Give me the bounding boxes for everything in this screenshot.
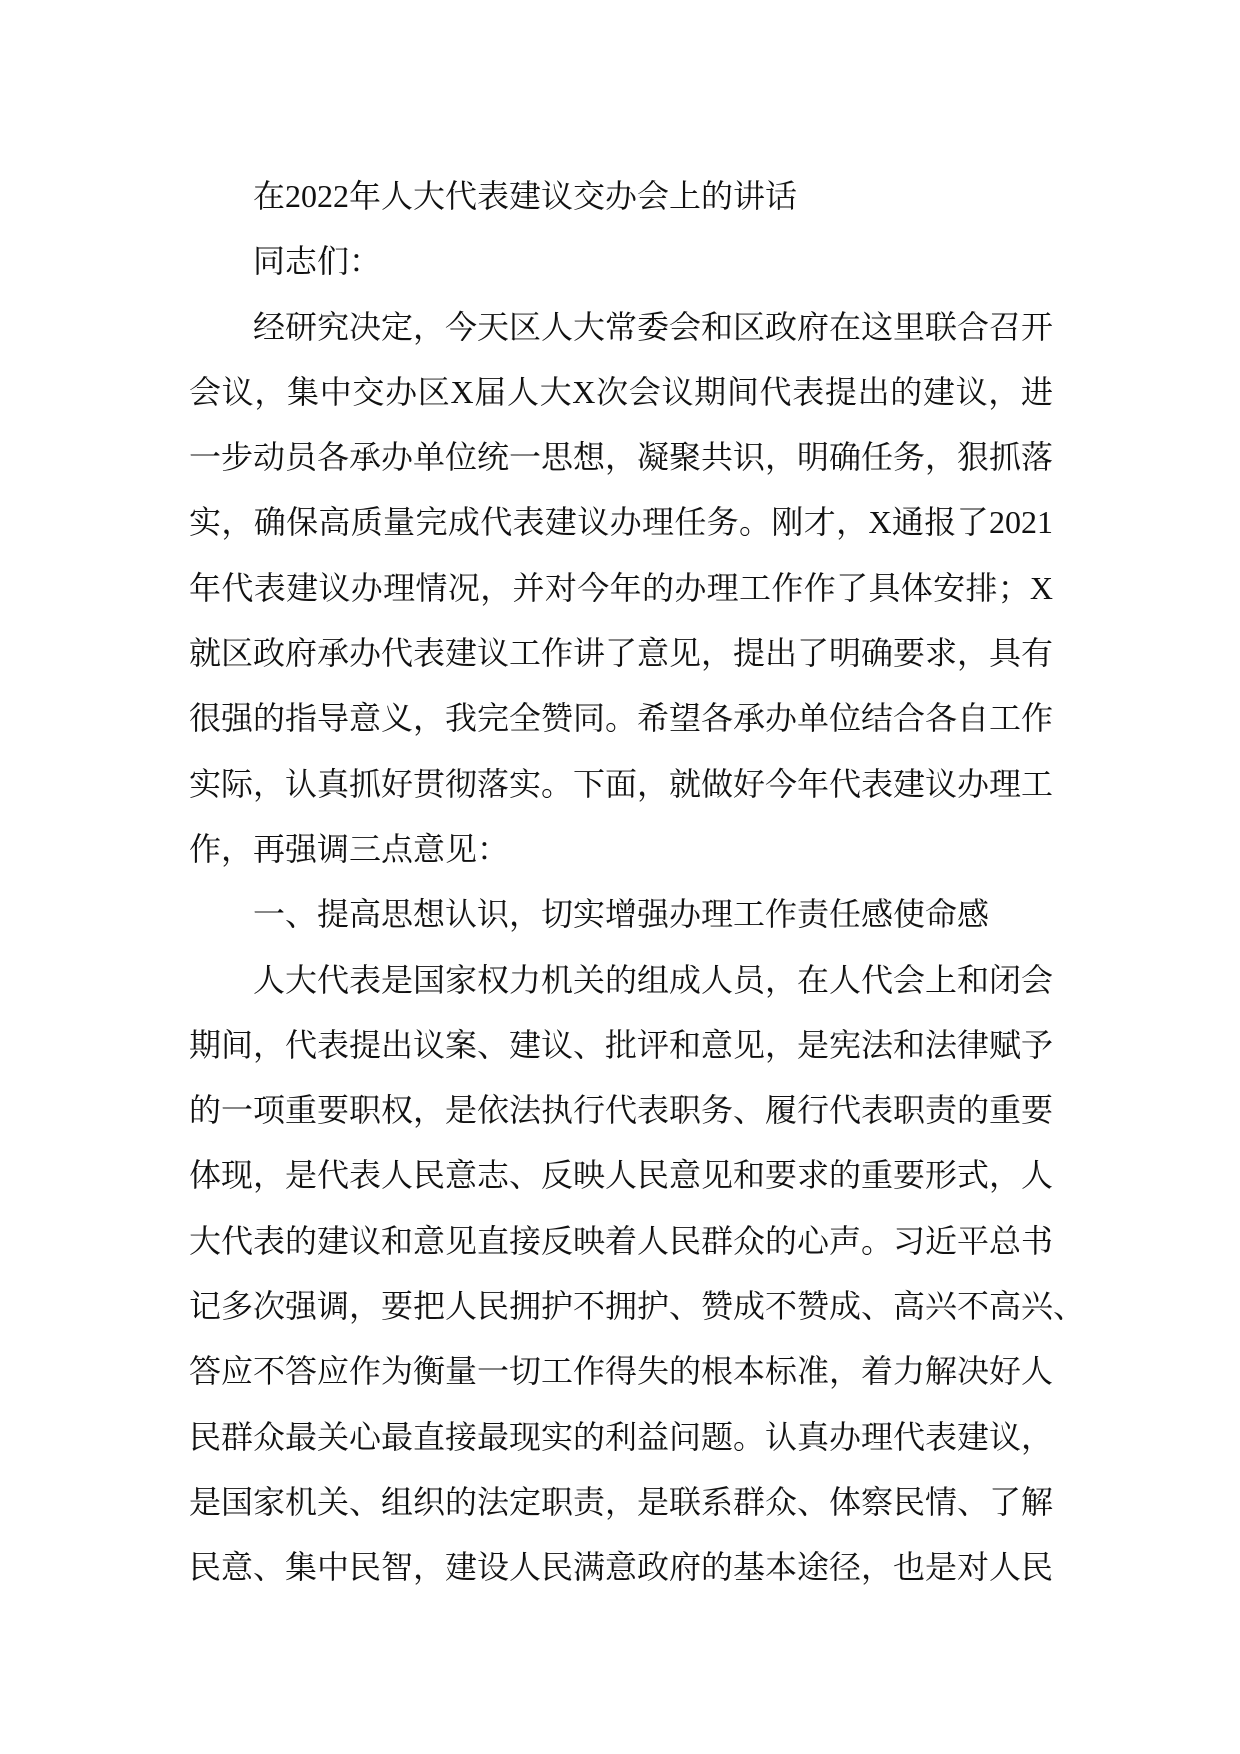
paragraph-line: 期间，代表提出议案、建议、批评和意见，是宪法和法律赋予 bbox=[189, 1026, 1054, 1063]
paragraph-2 bbox=[189, 948, 1086, 1601]
paragraph-line: 是国家机关、组织的法定职责，是联系群众、体察民情、了解 bbox=[189, 1483, 1054, 1520]
paragraph-line: 会议，集中交办区X届人大X次会议期间代表提出的建议，进 bbox=[189, 373, 1053, 410]
paragraph-line: 大代表的建议和意见直接反映着人民群众的心声。习近平总书 bbox=[189, 1222, 1054, 1259]
paragraph-line: 答应不答应作为衡量一切工作得失的根本标准，着力解决好人 bbox=[189, 1353, 1054, 1390]
section-heading: 一、提高思想认识，切实增强办理工作责任感使命感 bbox=[253, 896, 990, 933]
paragraph-line: 实，确保高质量完成代表建议办理任务。刚才，X通报了2021 bbox=[189, 504, 1053, 541]
paragraph-1 bbox=[189, 295, 1053, 883]
paragraph-line: 经研究决定，今天区人大常委会和区政府在这里联合召开 bbox=[253, 308, 1054, 345]
paragraph-line: 民意、集中民智，建设人民满意政府的基本途径，也是对人民 bbox=[189, 1549, 1054, 1586]
salutation: 同志们： bbox=[253, 243, 382, 280]
paragraph-line: 记多次强调，要把人民拥护不拥护、赞成不赞成、高兴不高兴、 bbox=[189, 1288, 1086, 1325]
paragraph-line: 的一项重要职权，是依法执行代表职务、履行代表职责的重要 bbox=[189, 1092, 1054, 1129]
paragraph-line: 很强的指导意义，我完全赞同。希望各承办单位结合各自工作 bbox=[189, 700, 1054, 737]
paragraph-line: 体现，是代表人民意志、反映人民意见和要求的重要形式，人 bbox=[189, 1157, 1054, 1194]
paragraph-line: 作，再强调三点意见： bbox=[189, 830, 510, 867]
paragraph-line: 一步动员各承办单位统一思想，凝聚共识，明确任务，狠抓落 bbox=[189, 439, 1054, 476]
document-body bbox=[189, 164, 1086, 1601]
document-title: 在2022年人大代表建议交办会上的讲话 bbox=[253, 178, 798, 214]
paragraph-line: 实际，认真抓好贯彻落实。下面，就做好今年代表建议办理工 bbox=[189, 765, 1054, 802]
paragraph-line: 年代表建议办理情况，并对今年的办理工作作了具体安排；X bbox=[189, 569, 1053, 606]
paragraph-line: 民群众最关心最直接最现实的利益问题。认真办理代表建议， bbox=[189, 1418, 1054, 1455]
paragraph-line: 人大代表是国家权力机关的组成人员，在人代会上和闭会 bbox=[253, 961, 1054, 998]
paragraph-line: 就区政府承办代表建议工作讲了意见，提出了明确要求，具有 bbox=[189, 635, 1054, 672]
